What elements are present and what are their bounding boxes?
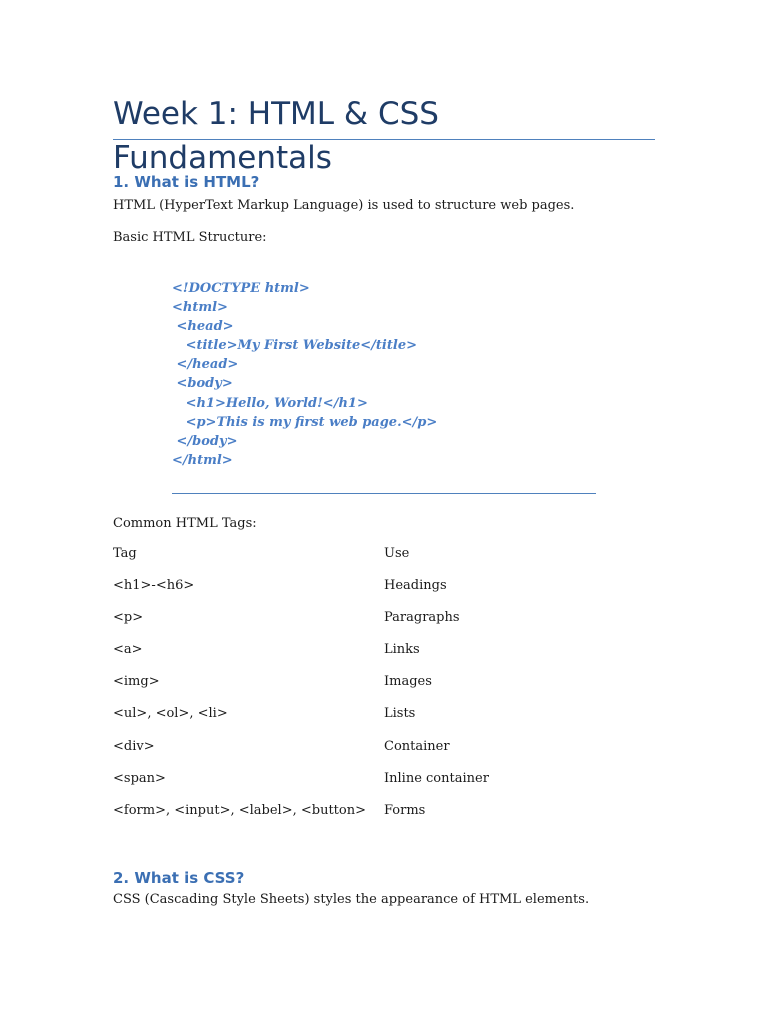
table-cell-tag: <span> bbox=[113, 770, 166, 786]
table-row bbox=[113, 641, 633, 673]
code-block bbox=[172, 279, 437, 470]
code-line: <body> bbox=[172, 376, 233, 392]
table-cell-use: Inline container bbox=[384, 770, 489, 786]
code-line: <head> bbox=[172, 319, 234, 335]
table-cell-use: Forms bbox=[384, 802, 426, 818]
html-structure-label: Basic HTML Structure: bbox=[113, 230, 267, 245]
table-cell-use: Headings bbox=[384, 578, 447, 594]
table-row bbox=[113, 738, 633, 770]
table-header-tag: Tag bbox=[113, 546, 137, 561]
code-line: <p>This is my first web page.</p> bbox=[172, 414, 438, 430]
table-row bbox=[113, 673, 633, 705]
code-line: <title>My First Website</title> bbox=[172, 338, 417, 354]
table-cell-use: Container bbox=[384, 738, 450, 754]
table-cell-tag: <form>, <input>, <label>, <button> bbox=[113, 802, 366, 818]
table-cell-tag: <a> bbox=[113, 642, 143, 658]
table-cell-tag: <img> bbox=[113, 674, 160, 690]
table-cell-tag: <p> bbox=[113, 610, 144, 626]
document-title: Week 1: HTML & CSS Fundamentals bbox=[113, 96, 439, 176]
table-cell-tag: <h1>-<h6> bbox=[113, 578, 195, 594]
table-cell-use: Paragraphs bbox=[384, 610, 460, 626]
code-line: <html> bbox=[172, 300, 228, 316]
table-row bbox=[113, 705, 633, 737]
table-cell-use: Lists bbox=[384, 706, 416, 722]
table-row bbox=[113, 609, 633, 641]
section-heading-css: 2. What is CSS? bbox=[113, 869, 245, 887]
table-row bbox=[113, 577, 633, 609]
html-intro-paragraph: HTML (HyperText Markup Language) is used to structure web pages. bbox=[113, 198, 575, 213]
table-cell-use: Images bbox=[384, 674, 432, 690]
title-divider bbox=[113, 139, 655, 140]
html-tags-table bbox=[113, 545, 633, 834]
code-line: </html> bbox=[172, 452, 233, 468]
css-intro-paragraph: CSS (Cascading Style Sheets) styles the appearance of HTML elements. bbox=[113, 892, 590, 907]
table-header-row bbox=[113, 545, 633, 577]
section-heading-html: 1. What is HTML? bbox=[113, 173, 260, 191]
code-line: <h1>Hello, World!</h1> bbox=[172, 395, 368, 411]
code-line: </head> bbox=[172, 357, 239, 373]
html-tags-label: Common HTML Tags: bbox=[113, 516, 257, 531]
table-row bbox=[113, 770, 633, 802]
table-cell-use: Links bbox=[384, 642, 420, 658]
table-header-use: Use bbox=[384, 546, 410, 561]
code-line: <!DOCTYPE html> bbox=[172, 281, 310, 296]
table-cell-tag: <ul>, <ol>, <li> bbox=[113, 706, 228, 722]
code-line: </body> bbox=[172, 433, 238, 449]
table-row bbox=[113, 802, 633, 834]
code-block-divider bbox=[172, 493, 596, 494]
table-cell-tag: <div> bbox=[113, 738, 155, 754]
